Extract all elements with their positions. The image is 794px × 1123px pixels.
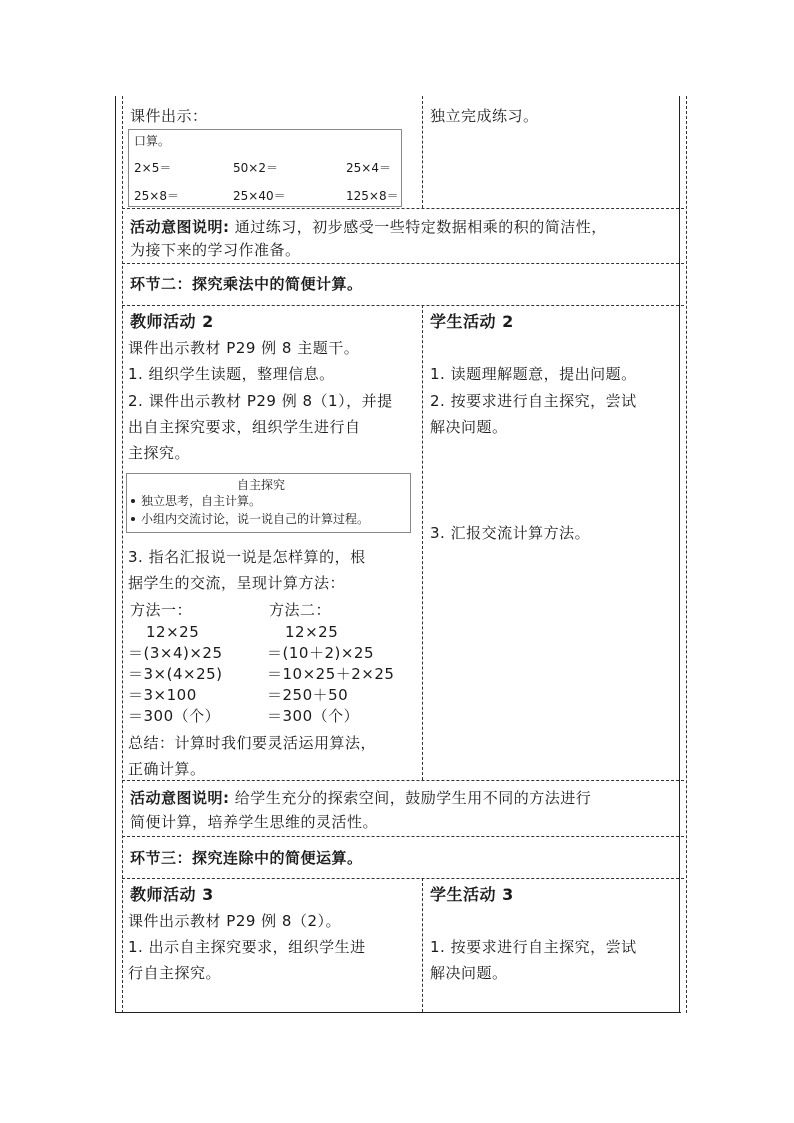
method-2-step: ＝250＋50 — [267, 686, 349, 704]
table-border-left-inner — [122, 96, 123, 1013]
table-border-left — [115, 96, 116, 1013]
report-line: 据学生的交流，呈现计算方法： — [128, 574, 346, 592]
activity-intent-1 — [130, 215, 607, 239]
method-2-step: ＝10×25＋2×25 — [267, 665, 395, 683]
oral-calc-box — [128, 129, 402, 207]
method-2-step: ＝300（个） — [267, 707, 360, 725]
table-border-right — [679, 96, 680, 1013]
method-2-step: ＝(10＋2)×25 — [267, 644, 374, 662]
row-divider — [122, 836, 684, 837]
method-1-step: ＝3×100 — [128, 686, 197, 704]
row-divider — [122, 878, 684, 879]
row-divider — [122, 263, 684, 264]
teacher2-line: 2. 课件出示教材 P29 例 8（1），并提 — [128, 392, 393, 410]
activity-intent-2 — [130, 786, 591, 810]
teacher2-line: 1. 组织学生读题，整理信息。 — [128, 365, 335, 383]
student2-line: 2. 按要求进行自主探究，尝试 — [430, 392, 637, 410]
teacher3-line: 课件出示教材 P29 例 8（2）。 — [128, 912, 342, 930]
report-line: 3. 指名汇报说一说是怎样算的，根 — [128, 548, 366, 566]
intent-label: 活动意图说明: — [130, 789, 230, 807]
self-explore-bullet: 小组内交流讨论，说一说自己的计算过程。 — [141, 512, 370, 526]
teacher2-line: 主探究。 — [128, 444, 191, 462]
intent-text-line2: 简便计算，培养学生思维的灵活性。 — [130, 813, 379, 831]
teacher3-line: 1. 出示自主探究要求，组织学生进 — [128, 938, 366, 956]
self-explore-title: 自主探究 — [237, 478, 286, 492]
summary-line: 正确计算。 — [128, 760, 206, 778]
method-1-step: 12×25 — [146, 623, 200, 641]
oral-calc-item: 25×40＝ — [233, 189, 286, 203]
oral-calc-heading: 口算。 — [134, 134, 171, 148]
method-2-step: 12×25 — [285, 623, 339, 641]
method-1-step: ＝300（个） — [128, 707, 221, 725]
row-divider — [122, 208, 684, 209]
student2-line: 3. 汇报交流计算方法。 — [430, 524, 591, 542]
teacher3-line: 行自主探究。 — [128, 964, 222, 982]
student3-line: 解决问题。 — [430, 964, 508, 982]
teacher2-line: 课件出示教材 P29 例 8 主题干。 — [128, 339, 360, 357]
table-border-bottom — [115, 1012, 681, 1013]
student-practice-text: 独立完成练习。 — [430, 107, 539, 125]
table-border-right-outer — [686, 96, 687, 1013]
intent-text-line2: 为接下来的学习作准备。 — [130, 241, 301, 259]
oral-calc-item: 125×8＝ — [346, 189, 399, 203]
student2-line: 1. 读题理解题意，提出问题。 — [430, 365, 637, 383]
teacher2-line: 出自主探究要求，组织学生进行自 — [128, 418, 361, 436]
row-divider — [122, 780, 684, 781]
student2-line: 解决问题。 — [430, 418, 508, 436]
column-divider-row2 — [422, 305, 423, 780]
section-2-title: 环节二：探究乘法中的简便计算。 — [130, 275, 363, 293]
self-explore-box — [126, 473, 411, 533]
oral-calc-item: 25×4＝ — [346, 161, 391, 175]
student3-line: 1. 按要求进行自主探究，尝试 — [430, 938, 637, 956]
oral-calc-item: 50×2＝ — [233, 161, 278, 175]
column-divider-row1 — [422, 96, 423, 208]
section-3-title: 环节三：探究连除中的简便运算。 — [130, 849, 363, 867]
teacher-activity-2-title: 教师活动 2 — [130, 312, 214, 331]
bullet-icon — [131, 499, 135, 503]
student-activity-2-title: 学生活动 2 — [430, 312, 514, 331]
intent-label: 活动意图说明: — [130, 218, 230, 236]
summary-line: 总结：计算时我们要灵活运用算法， — [128, 734, 377, 752]
intent-text: 给学生充分的探索空间，鼓励学生用不同的方法进行 — [234, 789, 592, 807]
teacher-activity-3-title: 教师活动 3 — [130, 885, 214, 904]
method-1-title: 方法一： — [130, 601, 193, 619]
oral-calc-item: 2×5＝ — [134, 161, 172, 175]
row-divider — [122, 305, 684, 306]
bullet-icon — [131, 517, 135, 521]
method-1-step: ＝3×(4×25) — [128, 665, 223, 683]
intent-text: 通过练习，初步感受一些特定数据相乘的积的简洁性， — [234, 218, 607, 236]
method-1-step: ＝(3×4)×25 — [128, 644, 223, 662]
method-2-title: 方法二： — [269, 601, 332, 619]
self-explore-bullet: 独立思考，自主计算。 — [141, 494, 262, 508]
student-activity-3-title: 学生活动 3 — [430, 885, 514, 904]
oral-calc-item: 25×8＝ — [134, 189, 179, 203]
column-divider-row3 — [422, 878, 423, 1012]
courseware-label: 课件出示： — [130, 107, 208, 125]
